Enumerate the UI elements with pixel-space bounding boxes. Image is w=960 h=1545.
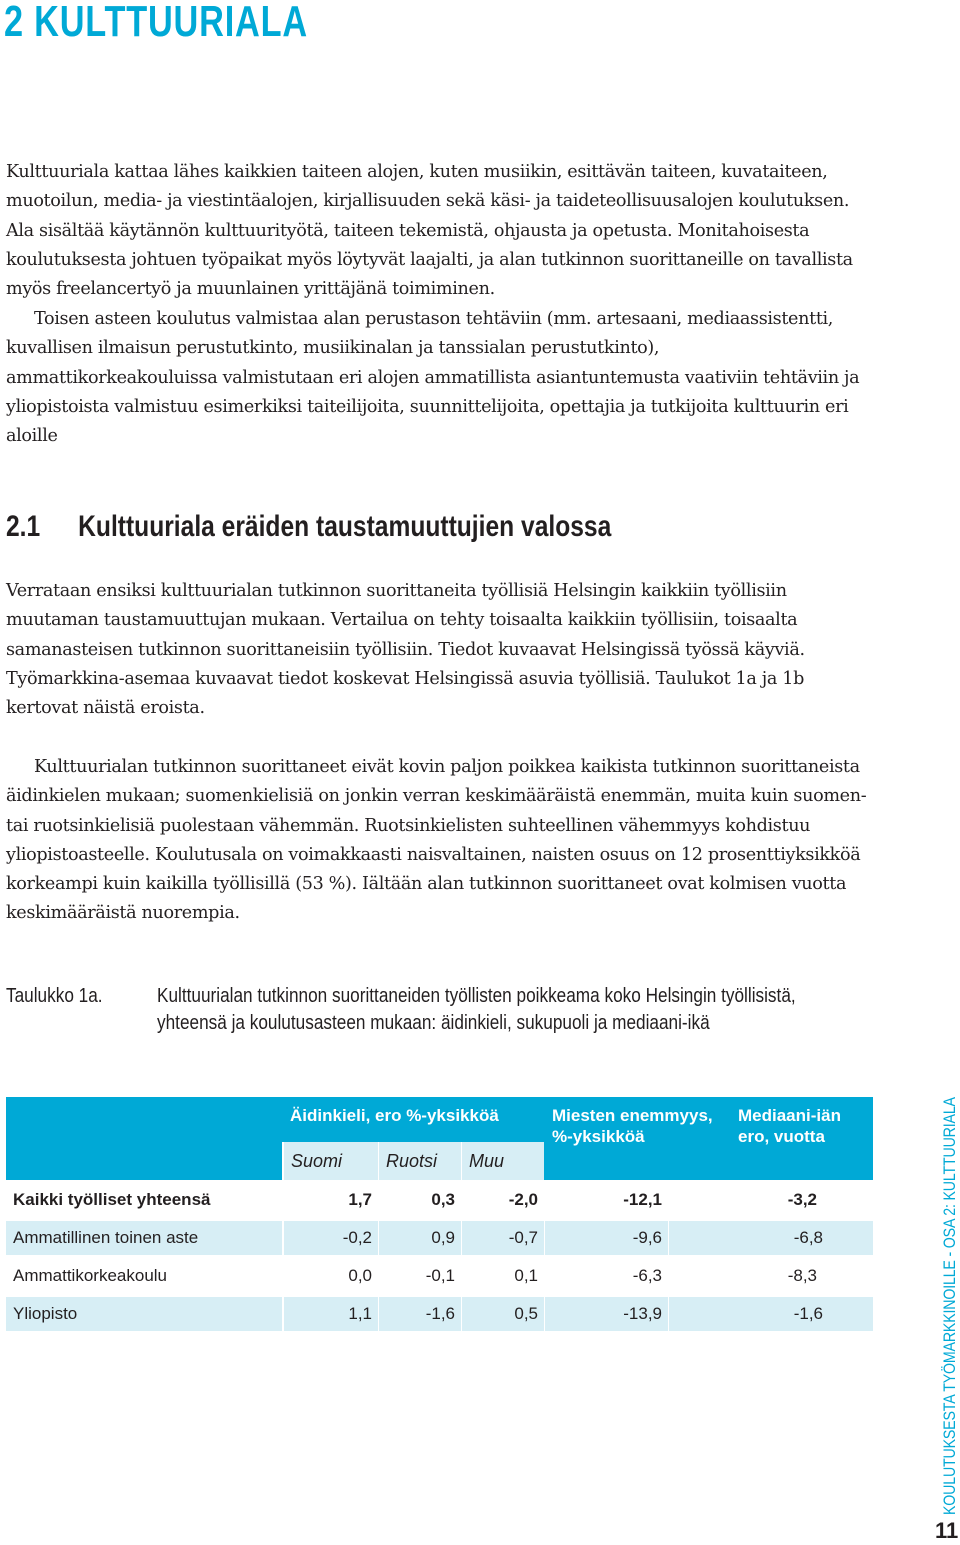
table-cell: -2,0 bbox=[508, 1190, 538, 1209]
intro-paragraph-2: Toisen asteen koulutus valmistaa alan perustason tehtäviin (mm. artesaani, mediaassistentti, kuvallisen ilmaisun perustutkinto, musiikinalan ja tanssialan perustutkinto), ammattikorkeakouluissa valmistutaan eri alojen ammatillista asiantuntemusta vaativiin tehtäviin ja yliopistoista valmistuu esimerkiksi taiteilijoita, suunnittelijoita, opettajia ja tutkijoita kulttuurin eri aloille bbox=[6, 309, 860, 447]
table-cell: -0,2 bbox=[284, 1221, 378, 1255]
body-paragraph-1: Verrataan ensiksi kulttuurialan tutkinnon suorittaneita työllisiä Helsingin kaikkiin työllisiin muutaman taustamuuttujan mukaan. Vertailua on tehty toisaalta kaikkiin työllisiin, toisaalta samanasteisen tutkinnon suorittaneisiin työllisiin. Tiedot kuvaavat Helsingissä työssä käyviä. Työmarkkina-asemaa kuvaavat tiedot koskevat Helsingissä asuvia työllisiä. Taulukot 1a ja 1b kertovat näistä eroista. bbox=[6, 581, 805, 719]
table-cell: -3,2 bbox=[787, 1190, 817, 1209]
table-cell: -12,1 bbox=[623, 1190, 662, 1209]
table-cell: 0,1 bbox=[514, 1266, 538, 1285]
subheader-suomi: Suomi bbox=[284, 1142, 378, 1180]
table-cell: 1,7 bbox=[348, 1190, 372, 1209]
header-age: Mediaani-iän ero, vuotta bbox=[730, 1097, 873, 1180]
section-title: Kulttuuriala eräiden taustamuuttujien valossa bbox=[78, 510, 612, 543]
row-label: Ammattikorkeakoulu bbox=[13, 1266, 168, 1285]
running-footer-text: KOULUTUKSESTA TYÖMARKKINOILLE - OSA 2: KULTTUURIALA bbox=[941, 1097, 959, 1515]
table-label: Taulukko 1a. bbox=[6, 985, 103, 1007]
row-label: Kaikki työlliset yhteensä bbox=[13, 1190, 211, 1209]
page-number: 11 bbox=[935, 1518, 959, 1543]
subheader-ruotsi: Ruotsi bbox=[379, 1142, 461, 1180]
table-cell: -0,7 bbox=[462, 1221, 544, 1255]
data-table bbox=[6, 1097, 873, 1335]
intro-paragraph-1: Kulttuuriala kattaa lähes kaikkien taiteen alojen, kuten musiikin, esittävän taiteen, kuvataiteen, muotoilun, media- ja viestintäalojen, kirjallisuuden sekä käsi- ja taideteollisuusalojen koulutuksen. Ala sisältää käytännön kulttuurityötä, taiteen tekemistä, ohjausta ja opetusta. Monitahoisesta koulutuksesta johtuen työpaikat myös löytyvät laajalti, ja alan tutkinnon suorittaneille on tavallista myös freelancertyö ja muunlainen yrittäjänä toimiminen. bbox=[6, 162, 853, 300]
body-paragraph-2: Kulttuurialan tutkinnon suorittaneet eivät kovin paljon poikkea kaikista tutkinnon suorittaneista äidinkielen mukaan; suomenkielisiä on jonkin verran keskimääräistä enemmän, muita kuin suomen- tai ruotsinkielisiä puolestaan vähemmän. Ruotsinkielisten suhteellinen vähemmyys kohdistuu yliopistoasteelle. Koulutusala on voimakkaasti naisvaltainen, naisten osuus on 12 prosenttiyksikköä korkeampi kuin kaikilla työllisillä (53 %). Iältään alan tutkinnon suorittaneet ovat kolmisen vuotta keskimääräistä nuorempia. bbox=[6, 757, 867, 924]
table-cell: -6,3 bbox=[632, 1266, 662, 1285]
section-number: 2.1 bbox=[6, 510, 41, 543]
chapter-title: 2 KULTTUURIALA bbox=[4, 0, 308, 46]
table-cell: 0,0 bbox=[348, 1266, 372, 1285]
table-cell: -1,6 bbox=[669, 1297, 873, 1331]
running-footer bbox=[939, 1095, 960, 1515]
table-caption: Kulttuurialan tutkinnon suorittaneiden työllisten poikkeama koko Helsingin työllisistä, yhteensä ja koulutusasteen mukaan: äidinkieli, sukupuoli ja mediaani-ikä bbox=[157, 985, 796, 1034]
table-cell: -9,6 bbox=[545, 1221, 668, 1255]
table-cell: 0,5 bbox=[462, 1297, 544, 1331]
table-cell: -1,6 bbox=[379, 1297, 461, 1331]
table-cell: 1,1 bbox=[284, 1297, 378, 1331]
table-cell: -0,1 bbox=[425, 1266, 455, 1285]
table-cell: -13,9 bbox=[545, 1297, 668, 1331]
table-cell: -6,8 bbox=[669, 1221, 873, 1255]
row-label: Yliopisto bbox=[6, 1297, 282, 1331]
table-cell: 0,3 bbox=[431, 1190, 455, 1209]
table-cell: -8,3 bbox=[787, 1266, 817, 1285]
row-label: Ammatillinen toinen aste bbox=[6, 1221, 282, 1255]
section-heading bbox=[6, 507, 611, 547]
header-men: Miesten enemmyys, %-yksikköä bbox=[544, 1097, 730, 1180]
table-cell: 0,9 bbox=[379, 1221, 461, 1255]
header-language: Äidinkieli, ero %-yksikköä bbox=[282, 1097, 544, 1142]
table-header-blank bbox=[6, 1097, 282, 1180]
subheader-muu: Muu bbox=[462, 1142, 544, 1180]
